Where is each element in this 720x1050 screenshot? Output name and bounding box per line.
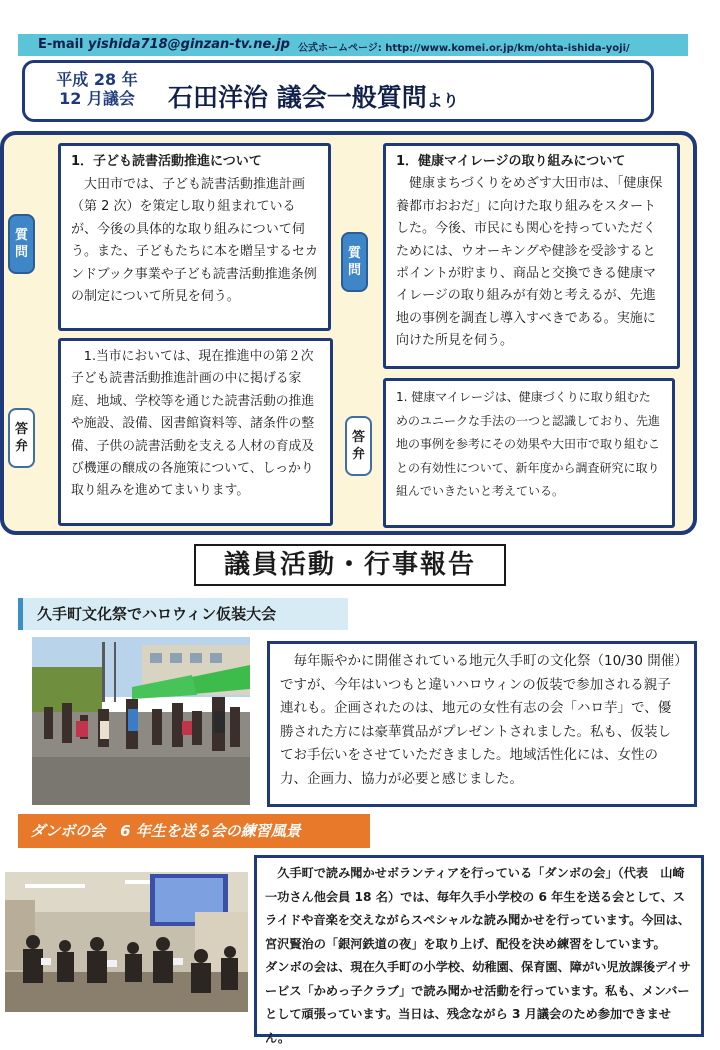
report-heading: 議員活動・行事報告 xyxy=(194,544,506,586)
reading-practice-photo-image xyxy=(5,872,248,1012)
section2-text-2: ダンボの会は、現在久手町の小学校、幼稚園、保育園、障がい児放課後デイサービス「かめっ子クラブ」で読み聞かせ活動を行っています。私も、メンバーとして頑張っています。当日は、残念ながら 3 月議会のため参加できません。 xyxy=(265,960,691,1045)
email-line xyxy=(38,37,290,52)
question-tag-left: 質 問 xyxy=(8,214,35,274)
title-suffix: より xyxy=(426,91,459,110)
section1-title: 久手町文化祭でハロウィン仮装大会 xyxy=(18,598,348,630)
question-tag-right: 質 問 xyxy=(341,232,368,292)
website-line xyxy=(298,39,630,54)
section2-title: ダンボの会 6 年生を送る会の練習風景 xyxy=(18,814,370,848)
question-body-left: 大田市では、子ども読書活動推進計画（第 2 次）を策定し取り組まれているが、今後の具体的な取り組みについて伺う。また、子どもたちに本を贈呈するセカンドブック事業や子ども読書活動推進条例の制定について所見を伺う。 xyxy=(71,176,319,304)
session-month: 12 月議会 xyxy=(59,89,135,108)
title-text: 石田洋治 議会一般質問 xyxy=(168,83,427,112)
question-head-right: 1．健康マイレージの取り組みについて xyxy=(396,154,626,169)
halloween-photo xyxy=(32,637,250,805)
halloween-photo-image xyxy=(32,637,250,805)
email-address[interactable]: yishida718@ginzan-tv.ne.jp xyxy=(88,37,290,52)
question-body-right: 健康まちづくりをめざす大田市は、「健康保養都市おおだ」に向けた取り組みをスタートした。今後、市民にも関心を持っていただくためには、ウオーキングや健診を受診するとポイントが貯まり、商品と交換できる健康マイレージの取り組みが有効と考えるが、先進地の事例を調査し導入すべきである。実施に向けた所見を伺う。 xyxy=(396,176,663,349)
email-label: E-mail xyxy=(38,37,84,52)
answer-tag-left: 答 弁 xyxy=(8,408,35,468)
session-label xyxy=(42,70,152,108)
question-box-left xyxy=(58,143,331,331)
section2-text-1: 久手町で読み聞かせボランティアを行っている「ダンボの会」（代表 山崎一功さん他会員 18 名）では、毎年久手小学校の 6 年生を送る会として、スライドや音楽を交えながらスペシャルな読み聞かせを行っています。今回は、宮沢賢治の「銀河鉄道の夜」を取り上げ、配役を決め練習をしています。 xyxy=(265,866,690,951)
section2-body xyxy=(254,855,704,1045)
question-box-right xyxy=(383,143,680,369)
answer-tag-right: 答 弁 xyxy=(345,416,372,476)
question-head-left: 1．子ども読書活動推進について xyxy=(71,154,262,169)
website-label: 公式ホームページ: xyxy=(298,43,382,54)
page-title xyxy=(168,78,459,114)
section1-text: 毎年賑やかに開催されている地元久手町の文化祭（10/30 開催）ですが、今年はいつもと違いハロウィンの仮装で参加される親子連れも。企画されたのは、地元の女性有志の会「ハロ芋」で、優勝された方には豪華賞品がプレゼントされました。私も、仮装してお手伝いをさせていただきました。地域活性化には、女性の力、企画力、協力が必要と感じました。 xyxy=(280,653,681,787)
reading-practice-photo xyxy=(5,872,248,1012)
answer-box-right xyxy=(383,378,675,528)
answer-body-right: 1. 健康マイレージは、健康づくりに取り組むためのユニークな手法の一つと認識しており、先進地の事例を参考にその効果や大田市で取り組むことの有効性について、新年度から調査研究に取り組んでいきたいと考えている。 xyxy=(396,390,661,498)
website-url[interactable]: http://www.komei.or.jp/km/ohta-ishida-yoji/ xyxy=(385,43,630,54)
answer-box-left xyxy=(58,338,333,526)
session-year: 平成 28 年 xyxy=(56,70,138,89)
answer-body-left: 1.当市においては、現在推進中の第２次子ども読書活動推進計画の中に掲げる家庭、地域、学校等を通じた読書活動の推進や施設、設備、図書館資料等、諸条件の整備、子供の読書活動を支える人材の育成及び機運の醸成の各施策について、しっかり取り組みを進めてまいります。 xyxy=(71,349,315,499)
section1-body xyxy=(267,641,697,807)
